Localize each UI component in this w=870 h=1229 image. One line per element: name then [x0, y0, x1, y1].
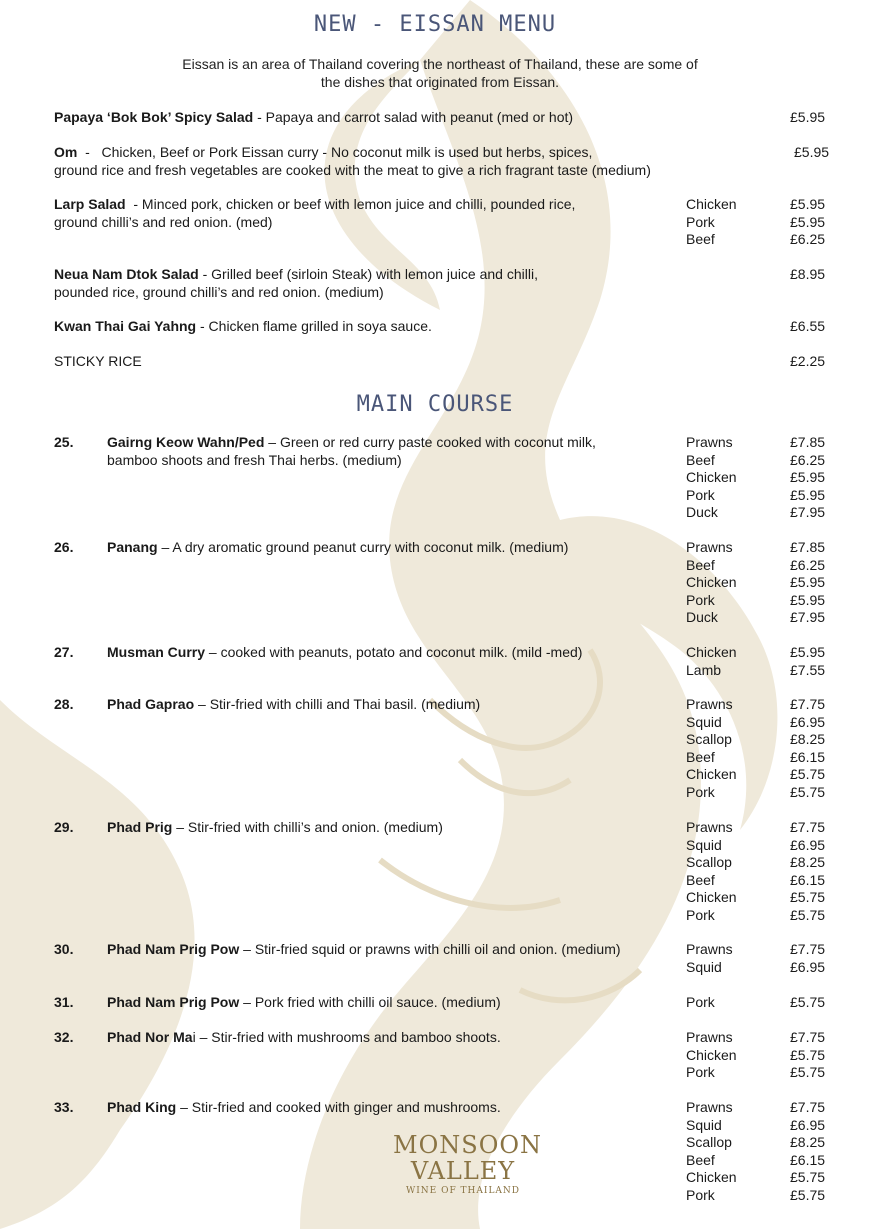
eissan-item-larp [54, 196, 575, 214]
item-number: 25. [54, 434, 74, 450]
option-label: Squid [686, 836, 722, 853]
item-name: Phad Nam Prig Pow [107, 941, 240, 957]
item-name: Phad Nor Ma [107, 1029, 193, 1045]
option-label: Squid [686, 958, 722, 975]
option-label: Prawns [686, 941, 733, 957]
item-number: 27. [54, 644, 74, 660]
option-label: Duck [686, 504, 718, 520]
main-item [107, 994, 501, 1012]
option-price: £6.95 [790, 713, 826, 730]
item-desc: - Chicken flame grilled in soya sauce. [196, 318, 432, 334]
option-label: Pork [686, 994, 715, 1010]
eissan-item-om [54, 144, 592, 162]
option-label: Beef [686, 748, 715, 765]
item-desc-line2: ground rice and fresh vegetables are cooked with the meat to give a rich fragrant taste (medium) [54, 161, 651, 178]
option-price: £5.75 [790, 1169, 826, 1185]
item-name: Panang [107, 539, 158, 555]
item-number: 31. [54, 994, 74, 1010]
main-item [107, 1029, 501, 1047]
eissan-item-sticky-rice [54, 353, 142, 371]
option-label: Chicken [686, 574, 737, 590]
item-name: Phad King [107, 1099, 177, 1115]
item-name: Kwan Thai Gai Yahng [54, 318, 197, 334]
option-price: £5.75 [790, 1046, 826, 1063]
eissan-intro [150, 55, 730, 91]
option-label: Prawns [686, 819, 733, 835]
option-price: £5.75 [790, 766, 826, 782]
option-label: Beef [686, 451, 715, 468]
item-number: 28. [54, 696, 74, 712]
item-name: Phad Gaprao [107, 696, 195, 712]
option-price: £5.75 [790, 889, 826, 905]
option-label: Pork [686, 591, 715, 608]
main-item [107, 1099, 501, 1117]
option-label: Pork [686, 1186, 715, 1203]
item-price: £5.95 [794, 144, 830, 160]
option-label: Chicken [686, 644, 737, 660]
option-label: Chicken [686, 196, 737, 212]
item-number: 33. [54, 1099, 74, 1115]
option-price: £7.75 [790, 819, 826, 835]
eissan-menu-title: NEW - EISSAN MENU [313, 12, 557, 37]
item-desc: – Green or red curry paste cooked with coconut milk, [264, 434, 596, 450]
option-price: £7.75 [790, 696, 826, 712]
option-price: £7.55 [790, 661, 826, 678]
item-desc: – Pork fried with chilli oil sauce. (medium) [239, 994, 501, 1010]
option-price: £8.25 [790, 854, 826, 870]
option-price: £5.75 [790, 783, 826, 800]
option-label: Prawns [686, 539, 733, 555]
option-price: £6.95 [790, 1116, 826, 1133]
option-label: Scallop [686, 731, 732, 747]
item-desc-line2: ground chilli’s and red onion. (med) [54, 213, 273, 230]
option-label: Pork [686, 1064, 715, 1080]
item-desc-line2: bamboo shoots and fresh Thai herbs. (medium) [107, 451, 402, 468]
option-price: £7.75 [790, 941, 826, 957]
item-desc: – Stir-fried with chilli’s and onion. (medium) [172, 819, 443, 835]
option-label: Squid [686, 713, 722, 730]
item-price: £5.95 [790, 109, 826, 125]
option-label: Duck [686, 609, 718, 625]
item-desc: - Grilled beef (sirloin Steak) with lemon juice and chilli, [198, 266, 538, 282]
main-item [107, 819, 443, 837]
option-label: Pork [686, 213, 715, 230]
option-price: £6.15 [790, 1151, 826, 1168]
option-price: £7.95 [790, 504, 826, 520]
option-price: £7.75 [790, 1099, 826, 1115]
option-label: Beef [686, 1151, 715, 1168]
item-name: STICKY RICE [54, 353, 142, 369]
option-label: Pork [686, 906, 715, 923]
option-label: Chicken [686, 469, 737, 485]
item-name: Larp Salad [54, 196, 126, 212]
item-name: Om [54, 144, 78, 160]
item-desc: – cooked with peanuts, potato and coconut milk. (mild -med) [205, 644, 583, 660]
item-desc: - Chicken, Beef or Pork Eissan curry - No coconut milk is used but herbs, spices, [77, 144, 593, 160]
option-price: £6.15 [790, 748, 826, 765]
option-label: Chicken [686, 1046, 737, 1063]
main-item [107, 539, 568, 557]
logo-line-2: VALLEY [410, 1157, 516, 1185]
logo-line-1: MONSOON [393, 1131, 543, 1159]
option-price: £7.75 [790, 1029, 826, 1045]
option-label: Beef [686, 556, 715, 573]
intro-line-2: the dishes that originated from Eissan. [320, 74, 560, 90]
option-price: £6.95 [790, 836, 826, 853]
option-label: Beef [686, 871, 715, 888]
item-name: Gairng Keow Wahn/Ped [107, 434, 265, 450]
item-number: 29. [54, 819, 74, 835]
option-label: Beef [686, 231, 715, 247]
eissan-item-papaya [54, 109, 573, 127]
option-label: Prawns [686, 1099, 733, 1115]
item-name: Musman Curry [107, 644, 206, 660]
item-name: Neua Nam Dtok Salad [54, 266, 199, 282]
option-price: £5.95 [790, 591, 826, 608]
eissan-item-kwan [54, 318, 432, 336]
item-desc: – Stir-fried squid or prawns with chilli oil and onion. (medium) [239, 941, 621, 957]
option-price: £5.75 [790, 1186, 826, 1203]
item-number: 26. [54, 539, 74, 555]
option-price: £5.95 [790, 213, 826, 230]
option-label: Prawns [686, 696, 733, 712]
option-price: £8.25 [790, 1134, 826, 1150]
option-label: Scallop [686, 1134, 732, 1150]
monsoon-valley-logo [393, 1131, 543, 1196]
main-course-title: MAIN COURSE [356, 392, 514, 417]
option-price: £5.95 [790, 644, 826, 660]
option-price: £7.85 [790, 539, 826, 555]
item-name: Phad Prig [107, 819, 173, 835]
eissan-item-neua [54, 266, 538, 284]
option-label: Lamb [686, 661, 722, 678]
option-price: £5.95 [790, 486, 826, 503]
option-label: Chicken [686, 889, 737, 905]
item-name: Phad Nam Prig Pow [107, 994, 240, 1010]
option-label: Squid [686, 1116, 722, 1133]
option-price: £6.25 [790, 556, 826, 573]
option-label: Pork [686, 783, 715, 800]
item-price: £6.55 [790, 318, 826, 334]
main-item [107, 434, 596, 452]
option-price: £5.75 [790, 994, 826, 1010]
item-desc-line2: pounded rice, ground chilli’s and red onion. (medium) [54, 283, 384, 300]
option-label: Chicken [686, 766, 737, 782]
item-number: 30. [54, 941, 74, 957]
main-item [107, 696, 480, 714]
option-price: £5.75 [790, 906, 826, 923]
item-number: 32. [54, 1029, 74, 1045]
option-price: £5.75 [790, 1064, 826, 1080]
option-label: Prawns [686, 1029, 733, 1045]
option-label: Scallop [686, 854, 732, 870]
option-price: £5.95 [790, 196, 826, 212]
logo-tagline: WINE OF THAILAND [405, 1186, 521, 1196]
item-desc: – A dry aromatic ground peanut curry with coconut milk. (medium) [157, 539, 569, 555]
option-price: £6.95 [790, 958, 826, 975]
option-label: Prawns [686, 434, 733, 450]
item-desc: – Stir-fried with chilli and Thai basil. (medium) [194, 696, 481, 712]
option-price: £7.85 [790, 434, 826, 450]
option-label: Chicken [686, 1169, 737, 1185]
item-desc: – Stir-fried and cooked with ginger and mushrooms. [176, 1099, 501, 1115]
option-price: £7.95 [790, 609, 826, 625]
option-price: £6.25 [790, 231, 826, 247]
item-desc: i – Stir-fried with mushrooms and bamboo shoots. [192, 1029, 501, 1045]
option-price: £8.25 [790, 731, 826, 747]
item-desc: - Minced pork, chicken or beef with lemon juice and chilli, pounded rice, [125, 196, 576, 212]
item-desc: - Papaya and carrot salad with peanut (med or hot) [253, 109, 574, 125]
intro-line-1: Eissan is an area of Thailand covering the northeast of Thailand, these are some of [182, 56, 698, 72]
item-price: £8.95 [790, 266, 826, 282]
main-item [107, 644, 582, 662]
item-name: Papaya ‘Bok Bok’ Spicy Salad [54, 109, 254, 125]
option-price: £5.95 [790, 469, 826, 485]
option-price: £6.15 [790, 871, 826, 888]
main-item [107, 941, 621, 959]
option-price: £5.95 [790, 574, 826, 590]
item-price: £2.25 [790, 353, 826, 369]
option-price: £6.25 [790, 451, 826, 468]
option-label: Pork [686, 486, 715, 503]
